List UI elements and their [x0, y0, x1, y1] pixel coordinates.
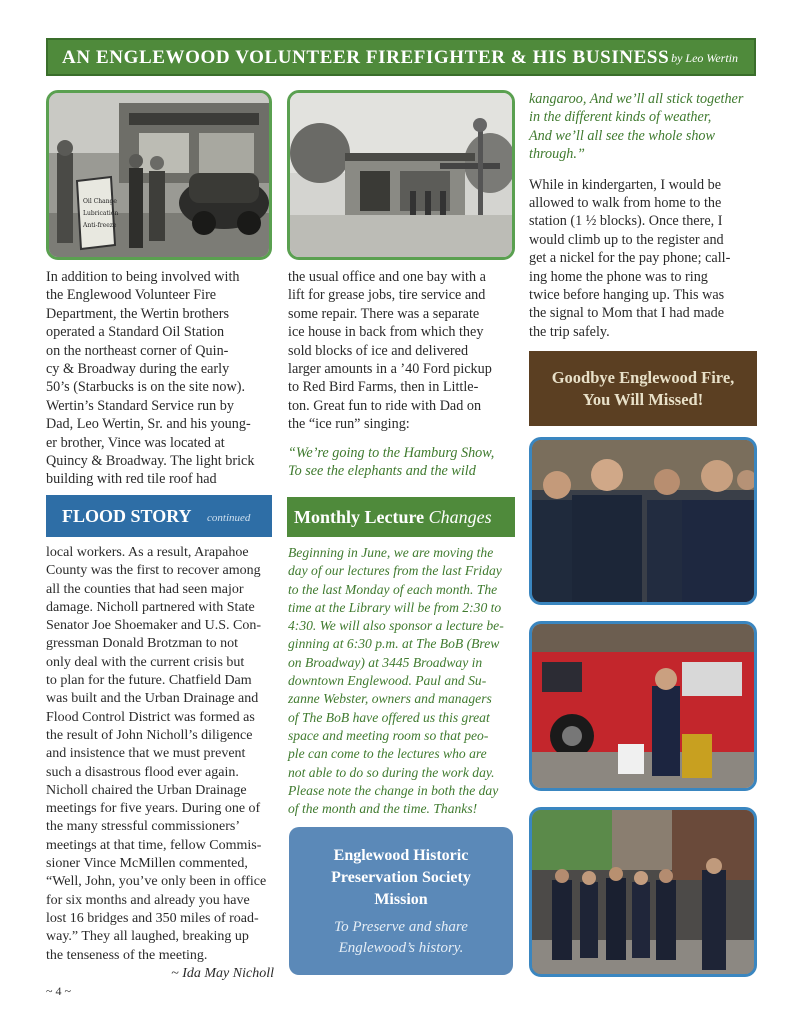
text-line: the many stressful commissioners’ — [46, 819, 241, 835]
song-line: And we’ll all see the whole show — [529, 127, 715, 144]
text-line: station (1 ½ blocks). Once there, I — [529, 213, 723, 230]
text-line: er brother, Vince was located at — [46, 434, 225, 451]
text-line: all the counties that had seen major — [46, 581, 244, 597]
goodbye-banner — [529, 351, 757, 426]
text-line: ing home the phone was to ring — [529, 268, 708, 285]
text-line: Beginning in June, we are moving the — [288, 545, 494, 560]
text-line: meetings at that time, fellow Commis- — [46, 837, 262, 853]
article-column-3 — [529, 90, 757, 341]
text-line: Please note the change in both the day — [288, 782, 499, 798]
mission-heading: Preservation Society — [331, 869, 471, 886]
text-line: operated a Standard Oil Station — [46, 324, 225, 341]
mission-subtitle: To Preserve and share — [334, 919, 468, 935]
text-line: on Broadway) at 3445 Broadway in — [288, 654, 483, 670]
text-line: the usual office and one bay with a — [288, 269, 486, 285]
text-line: ple can come to the lectures who are — [288, 746, 487, 762]
text-line: of the month and the time. Thanks! — [288, 801, 478, 817]
mission-box — [289, 827, 513, 975]
text-line: Quincy & Broadway. The light brick — [46, 453, 255, 470]
text-line: “Well, John, you’ve only been in office — [46, 874, 267, 890]
text-line: only deal with the current crisis but — [46, 654, 245, 670]
text-line: ice house in back from which they — [288, 324, 484, 341]
text-line: 50’s (Starbucks is on the site now). — [46, 379, 245, 396]
photo-station-owners — [46, 90, 272, 260]
monthly-lecture-header — [287, 497, 515, 537]
text-line: damage. Nicholl partnered with State — [46, 599, 255, 615]
text-line: to the last Monday of each month. The — [288, 581, 498, 597]
text-line: gressman Donald Brotzman to not — [46, 636, 239, 652]
lecture-title-italic: Changes — [428, 507, 492, 527]
article-column-1 — [46, 268, 274, 489]
photo-sign-line: Lubrication — [83, 210, 119, 217]
text-line: lost 16 bridges and 350 miles of road- — [46, 910, 259, 926]
mission-subtitle: Englewood’s history. — [338, 940, 464, 956]
article-title: AN ENGLEWOOD VOLUNTEER FIREFIGHTER & HIS BUSINESS — [62, 47, 670, 68]
text-line: meetings for five years. During one of — [46, 801, 261, 817]
article-column-2 — [288, 268, 516, 480]
text-line: way.” They all laughed, breaking up — [46, 929, 249, 945]
text-line: the trip safely. — [529, 323, 610, 340]
text-line: cy & Broadway during the early — [46, 361, 230, 378]
mission-heading: Englewood Historic — [333, 847, 469, 864]
flood-story-body — [46, 544, 274, 983]
flood-story-header — [46, 495, 272, 537]
text-line: to Red Bird Farms, then in Little- — [288, 379, 479, 396]
text-line: and insistence that we must prevent — [46, 746, 246, 762]
song-line: in the different kinds of weather, — [529, 109, 712, 126]
monthly-lecture-body — [288, 544, 516, 818]
text-line: for six months and already you have — [46, 892, 250, 908]
photo-fire-truck — [529, 621, 757, 791]
page-number: ~ 4 ~ — [46, 984, 71, 998]
photo-fire-station-gathering — [529, 807, 757, 977]
photo-sign-line: Anti-freeze — [83, 222, 117, 229]
text-line: allowed to walk from home to the — [529, 195, 722, 212]
monthly-lecture-title — [294, 507, 492, 528]
text-line: get a nickel for the pay phone; call- — [529, 250, 731, 267]
text-line: not able to do so during the work day. — [288, 764, 495, 780]
text-line: In addition to being involved with — [46, 269, 240, 285]
text-line: County was the first to recover among — [46, 563, 261, 579]
text-line: such a disastrous flood ever again. — [46, 764, 239, 780]
text-line: twice before hanging up. This was — [529, 287, 725, 304]
flood-story-title: FLOOD STORY — [62, 506, 192, 526]
text-line: of The BoB have offered us this great — [288, 709, 490, 725]
text-line: space and meeting room so that peo- — [288, 727, 489, 743]
text-line: day of our lectures from the last Friday — [288, 563, 502, 579]
goodbye-line: You Will Missed! — [582, 390, 704, 409]
text-line: While in kindergarten, I would be — [529, 176, 722, 193]
article-byline: by Leo Wertin — [671, 51, 738, 65]
text-line: larger amounts in a ’40 Ford pickup — [288, 361, 492, 378]
text-line: Senator Joe Shoemaker and U.S. Con- — [46, 618, 262, 634]
text-line: Dad, Leo Wertin, Sr. and his young- — [46, 416, 251, 433]
text-line: would climb up to the register and — [529, 231, 724, 248]
photo-firefighters-group — [529, 437, 757, 605]
text-line: ton. Great fun to ride with Dad on — [288, 397, 482, 414]
mission-heading: Mission — [374, 891, 428, 908]
text-line: Wertin’s Standard Service run by — [46, 397, 234, 414]
text-line: time at the Library will be from 2:30 to — [288, 599, 502, 615]
flood-story-continued: continued — [207, 512, 251, 524]
song-line: To see the elephants and the wild — [288, 463, 476, 480]
text-line: the tenseness of the meeting. — [46, 947, 208, 963]
photo-sign-line: Oil Change — [83, 198, 117, 205]
text-line: ginning at 6:30 p.m. at The BoB (Brew — [288, 636, 500, 652]
text-line: the signal to Mom that I had made — [529, 305, 725, 322]
article-title-bar — [46, 38, 756, 76]
text-line: building with red tile roof had — [46, 471, 217, 488]
text-line: Flood Control District was formed as — [46, 709, 255, 725]
text-line: on the northeast corner of Quin- — [46, 342, 229, 359]
text-line: sioner Vince McMillen commented, — [46, 856, 248, 872]
song-line: through.” — [529, 146, 585, 163]
text-line: sold blocks of ice and delivered — [288, 342, 469, 359]
text-line: downtown Englewood. Paul and Su- — [288, 673, 487, 689]
flood-story-signature: ~ Ida May Nicholl — [171, 965, 274, 981]
text-line: 4:30. We will also sponsor a lecture be- — [288, 618, 504, 634]
text-line: the Englewood Volunteer Fire — [46, 287, 217, 304]
photo-gas-station — [287, 90, 515, 260]
text-line: local workers. As a result, Arapahoe — [46, 545, 249, 560]
text-line: some repair. There was a separate — [288, 305, 480, 322]
song-line: kangaroo, And we’ll all stick together — [529, 91, 744, 107]
text-line: to plan for the future. Chatfield Dam — [46, 673, 252, 689]
text-line: zanne Webster, owners and managers — [288, 691, 492, 707]
text-line: Nicholl chaired the Urban Drainage — [46, 782, 247, 798]
text-line: the “ice run” singing: — [288, 416, 410, 433]
text-line: Department, the Wertin brothers — [46, 305, 229, 322]
song-line: “We’re going to the Hamburg Show, — [288, 444, 495, 461]
goodbye-line: Goodbye Englewood Fire, — [551, 368, 735, 387]
text-line: lift for grease jobs, tire service and — [288, 287, 486, 304]
text-line: the result of John Nicholl’s diligence — [46, 727, 253, 743]
text-line: was built and the Urban Drainage and — [46, 691, 259, 707]
lecture-title-bold: Monthly Lecture — [294, 507, 425, 527]
